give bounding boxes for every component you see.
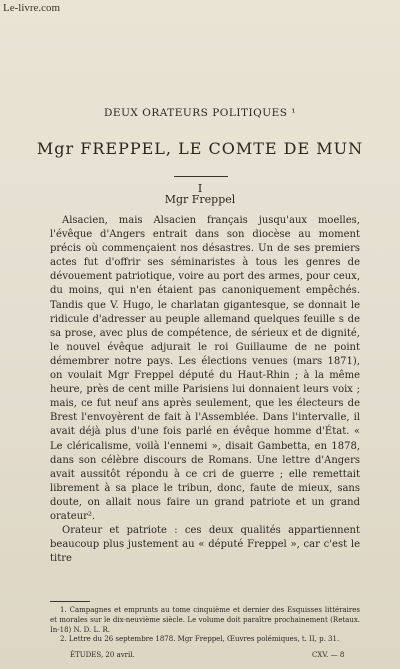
title-divider (174, 176, 228, 177)
section-heading: Mgr Freppel (164, 193, 236, 206)
footnote-divider (50, 601, 90, 602)
footnotes (50, 606, 360, 645)
section-numeral: I (197, 182, 203, 195)
watermark: Le-livre.com (3, 2, 61, 14)
footnote-1: 1. Campagnes et emprunts au tome cinquième et dernier des Esquisses littéraires et morales sur le dix-neuvième siècle. Le volume doit paraître prochainement (Retaux. In-18) N. D. L. R. (50, 606, 360, 634)
page-footer-right: CXV. — 8 (312, 651, 345, 659)
paragraph-1: Alsacien, mais Alsacien français jusqu'aux moelles, l'évêque d'Angers entrait dans son diocèse au moment précis où commençaient nos désastres. Un de ses premiers actes fut d'offrir ses séminaristes à tous les genres de dévouement patriotique, voire au port des armes, pour ceux, du moins, qui n'en étaient pas canoniquement empêchés. Tandis que V. Hugo, le charlatan gigantesque, se donnait le ridicule d'adresser au peuple allemand quelques feuille s de sa prose, avec plus de compétence, de sérieux et de dignité, le nouvel évêque adjurait le roi Guillaume de ne point démembrer notre pays. Les élections venues (mars 1871), on voulait Mgr Freppel député du Haut-Rhin ; à la même heure, près de cent mille Parisiens lui donnaient leurs voix ; mais, ce fut neuf ans après seulement, que les électeurs de Brest l'envoyèrent de fait à l'Assemblée. Dans l'intervalle, il avait déjà plus d'une fois parlé en évêque homme d'État. « Le cléricalisme, voilà l'ennemi », disait Gambetta, en 1878, dans son célèbre discours de Romans. Une lettre d'Angers avait aussitôt répondu à ce cri de guerre ; elle remettait librement à sa place le tribun, donc, faute de mieux, sans doute, on allait nous faire un grand patriote et un grand orateur². (50, 215, 360, 522)
paragraph-2: Orateur et patriote : ces deux qualités appartiennent beaucoup plus justement au « député Freppel », car c'est le titre (50, 525, 360, 565)
footnote-2: 2. Lettre du 26 septembre 1878. Mgr Freppel, Œuvres polémiques, t. II, p. 31. (60, 635, 340, 644)
page-title: Mgr FREPPEL, LE COMTE DE MUN (36, 139, 364, 158)
page-footer-left: ÉTUDES, 20 avril. (70, 651, 135, 659)
series-title: DEUX ORATEURS POLITIQUES ¹ (103, 107, 297, 119)
body-text (50, 214, 360, 566)
